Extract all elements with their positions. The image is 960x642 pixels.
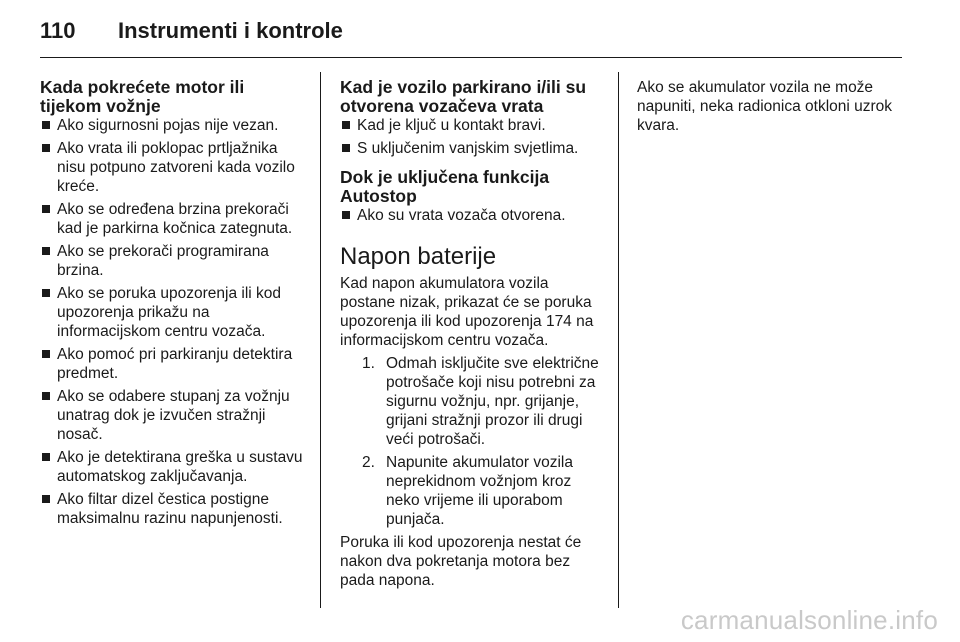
- heading-engine-start: Kada pokrećete motor ili tijekom vožnje: [40, 77, 245, 116]
- step-text: Napunite akumulator vozila neprekidnom vožnjom kroz neko vrijeme ili uporabom punjača.: [386, 454, 573, 528]
- watermark: carmanualsonline.info: [680, 605, 938, 635]
- list-item: Ako vrata ili poklopac prtljažnika nisu potpuno zatvoreni kada vozilo kreće.: [40, 139, 310, 196]
- page-header: [40, 18, 920, 50]
- list-item: Ako se prekorači programirana brzina.: [40, 242, 310, 280]
- header-rule: [40, 57, 902, 58]
- column-divider-1: [320, 72, 321, 608]
- list-item: Ako se odabere stupanj za vožnju unatrag dok je izvučen stražnji nosač.: [40, 387, 310, 444]
- bullet-list-engine-start: [40, 116, 310, 528]
- column-divider-2: [618, 72, 619, 608]
- column-2: [340, 78, 606, 594]
- step-item: [362, 453, 606, 529]
- battery-steps: [340, 354, 606, 529]
- battery-outro: Poruka ili kod upozorenja nestat će nakon dva pokretanja motora bez pada napona.: [340, 534, 582, 589]
- battery-intro: Kad napon akumulatora vozila postane nizak, prikazat će se poruka upozorenja ili kod upozorenja 174 na informacijskom centru vozača.: [340, 275, 594, 349]
- list-item: Ako sigurnosni pojas nije vezan.: [40, 116, 310, 135]
- column-1: [40, 78, 310, 532]
- bullet-list-parked: [340, 116, 606, 158]
- page-title: Instrumenti i kontrole: [118, 18, 343, 43]
- bullet-list-autostop: [340, 206, 606, 225]
- page-number: 110: [40, 18, 76, 43]
- list-item: Ako pomoć pri parkiranju detektira predmet.: [40, 345, 310, 383]
- step-item: [362, 354, 606, 449]
- step-number: 1.: [362, 355, 375, 372]
- list-item: Ako se poruka upozorenja ili kod upozorenja prikažu na informacijskom centru vozača.: [40, 284, 310, 341]
- battery-repair-note: Ako se akumulator vozila ne može napuniti, neka radionica otkloni uzrok kvara.: [637, 79, 893, 134]
- heading-autostop: Dok je uključena funkcija Autostop: [340, 167, 550, 206]
- list-item: Ako su vrata vozača otvorena.: [340, 206, 606, 225]
- list-item: S uključenim vanjskim svjetlima.: [340, 139, 606, 158]
- column-3: [637, 78, 907, 139]
- heading-parked: Kad je vozilo parkirano i/ili su otvorena vozačeva vrata: [340, 77, 587, 116]
- list-item: Kad je ključ u kontakt bravi.: [340, 116, 606, 135]
- step-number: 2.: [362, 454, 375, 471]
- list-item: Ako filtar dizel čestica postigne maksimalnu razinu napunjenosti.: [40, 490, 310, 528]
- step-text: Odmah isključite sve električne potrošače koji nisu potrebni za sigurnu vožnju, npr. grijanje, grijani stražnji prozor ili drugi veći potrošači.: [386, 355, 599, 448]
- list-item: Ako se određena brzina prekorači kad je parkirna kočnica zategnuta.: [40, 200, 310, 238]
- section-title-battery: Napon baterije: [340, 243, 497, 270]
- list-item: Ako je detektirana greška u sustavu automatskog zaključavanja.: [40, 448, 310, 486]
